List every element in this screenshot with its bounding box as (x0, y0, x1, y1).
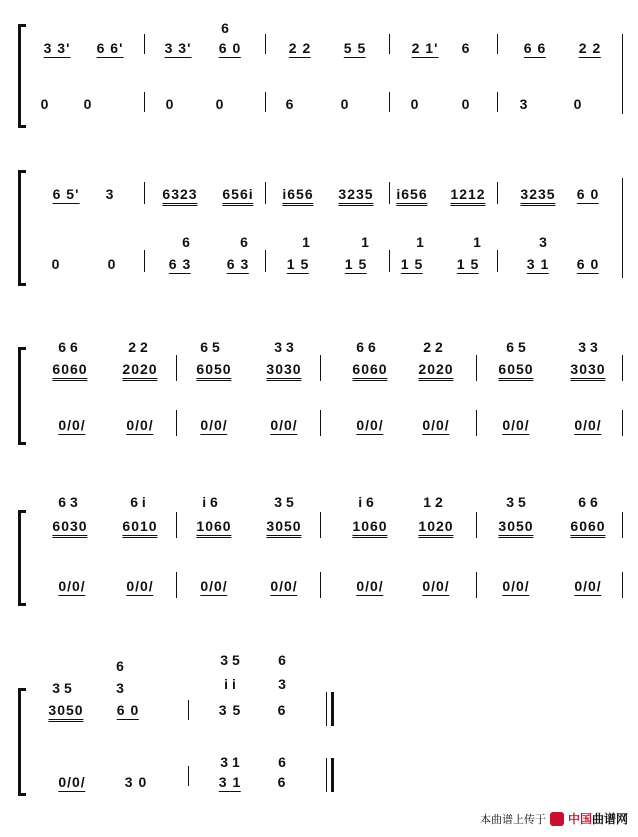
note-lower: 0 (40, 96, 50, 112)
barline (265, 34, 266, 54)
brace (18, 688, 26, 796)
tremolo-rest: 0/0/ (270, 417, 298, 433)
site-brand[interactable] (568, 810, 628, 827)
note-top: 3 5 (220, 652, 240, 668)
note-upper: 6 6ʹ (96, 40, 124, 56)
note-top: 6 (278, 754, 286, 770)
barline (320, 410, 321, 436)
note-top: 6 (278, 652, 286, 668)
note-top: 6 (221, 20, 229, 36)
note-lower: 3 1 (526, 256, 550, 272)
note-lower: 1 5 (286, 256, 310, 272)
barline (476, 410, 477, 436)
barline-final (326, 692, 327, 726)
barline (389, 34, 390, 54)
barline-final (331, 692, 334, 726)
barline (144, 34, 145, 54)
note-upper: 5 5 (343, 40, 367, 56)
note-lower: 3 1 (218, 774, 242, 790)
note-top: 1 (302, 234, 310, 250)
note-top: 6 (240, 234, 248, 250)
barline (176, 572, 177, 598)
tremolo-rest: 0/0/ (422, 417, 450, 433)
tremolo-rest: 0/0/ (126, 578, 154, 594)
note-lower: 6 (285, 96, 295, 112)
note-upper: 1060 (352, 518, 387, 534)
note-top: 6 (116, 658, 124, 674)
note-lower: 0 (165, 96, 175, 112)
note-top: 3 (539, 234, 547, 250)
note-upper: 6060 (352, 361, 387, 377)
note-top: 2 2 (128, 339, 148, 355)
note-lower: 0 (340, 96, 350, 112)
barline (622, 572, 623, 598)
note-lower: 0 (410, 96, 420, 112)
tremolo-rest: 0/0/ (200, 578, 228, 594)
note-upper: 3030 (570, 361, 605, 377)
barline (188, 766, 189, 786)
barline (389, 92, 390, 112)
brand-part-b: 曲谱网 (591, 812, 628, 826)
note-upper: i656 (282, 186, 313, 202)
note-top: 6 6 (58, 339, 78, 355)
note-upper: 6010 (122, 518, 157, 534)
brace (18, 170, 26, 286)
brand-part-a: 中国 (567, 812, 592, 826)
note-lower: 6 3 (226, 256, 250, 272)
note-top: i 6 (358, 494, 374, 510)
footer-credit (480, 810, 628, 827)
note-top: i 6 (202, 494, 218, 510)
system-3 (0, 335, 638, 445)
barline (176, 512, 177, 538)
barline (622, 178, 623, 278)
tremolo-rest: 0/0/ (574, 578, 602, 594)
note-upper: 3050 (498, 518, 533, 534)
barline-final (326, 758, 327, 792)
note-upper: 3 3ʹ (43, 40, 71, 56)
brace (18, 347, 26, 445)
note-upper: 3235 (338, 186, 373, 202)
note-upper: 6050 (196, 361, 231, 377)
note-upper: 3 5 (218, 702, 242, 718)
note-upper: 2020 (418, 361, 453, 377)
note-lower: 6 (277, 774, 287, 790)
note-top: 3 5 (52, 680, 72, 696)
note-upper: 2 2 (578, 40, 602, 56)
note-upper: 6060 (52, 361, 87, 377)
note-lower: 0 (107, 256, 117, 272)
note-lower: 1 5 (400, 256, 424, 272)
note-upper: 6323 (162, 186, 197, 202)
brace (18, 24, 26, 128)
note-top: 2 2 (423, 339, 443, 355)
tremolo-rest: 0/0/ (58, 417, 86, 433)
note-upper: 6050 (498, 361, 533, 377)
note-upper: 6 0 (576, 186, 600, 202)
note-top: 1 (416, 234, 424, 250)
note-top: 6 (182, 234, 190, 250)
barline (144, 92, 145, 112)
note-upper: 2020 (122, 361, 157, 377)
note-top: i i (224, 676, 236, 692)
system-4 (0, 490, 638, 610)
tremolo-rest: 0/0/ (126, 417, 154, 433)
brace (18, 510, 26, 606)
note-upper: 6 0 (116, 702, 140, 718)
barline (389, 250, 390, 272)
note-upper: 6030 (52, 518, 87, 534)
note-top: 6 i (130, 494, 146, 510)
barline (188, 700, 189, 720)
system-5 (0, 650, 638, 810)
note-upper: 2 1ʹ (411, 40, 439, 56)
note-upper: 1060 (196, 518, 231, 534)
tremolo-rest: 0/0/ (200, 417, 228, 433)
note-upper: 3050 (266, 518, 301, 534)
system-2 (0, 168, 638, 288)
tremolo-rest: 0/0/ (356, 578, 384, 594)
site-logo-icon (550, 812, 564, 826)
note-lower: 0 (51, 256, 61, 272)
barline (497, 250, 498, 272)
note-top: 1 (473, 234, 481, 250)
note-lower: 3 0 (124, 774, 148, 790)
barline (389, 182, 390, 204)
note-upper: 6 6 (523, 40, 547, 56)
note-upper: 3050 (48, 702, 83, 718)
note-upper: i656 (396, 186, 427, 202)
barline (144, 182, 145, 204)
barline (497, 182, 498, 204)
note-top: 3 5 (506, 494, 526, 510)
barline (476, 355, 477, 381)
note-lower: 3 (519, 96, 529, 112)
note-lower: 6 0 (576, 256, 600, 272)
note-upper: 6 (277, 702, 287, 718)
barline (144, 250, 145, 272)
barline (265, 92, 266, 112)
barline (622, 512, 623, 538)
barline (497, 34, 498, 54)
tremolo-rest: 0/0/ (58, 578, 86, 594)
tremolo-rest: 0/0/ (422, 578, 450, 594)
note-top: 6 5 (200, 339, 220, 355)
barline (320, 355, 321, 381)
uploaded-label: 本曲谱上传于 (479, 813, 546, 826)
note-lower: 0 (573, 96, 583, 112)
note-upper: 6060 (570, 518, 605, 534)
system-1 (0, 20, 638, 130)
note-upper: 1020 (418, 518, 453, 534)
note-upper: 3235 (520, 186, 555, 202)
note-top: 1 2 (423, 494, 443, 510)
note-top: 6 6 (578, 494, 598, 510)
note-lower: 0 (83, 96, 93, 112)
note-top: 3 5 (274, 494, 294, 510)
note-top: 3 (116, 680, 124, 696)
tremolo-rest: 0/0/ (502, 578, 530, 594)
note-top: 1 (361, 234, 369, 250)
barline (320, 572, 321, 598)
note-upper: 6 5ʹ (52, 186, 80, 202)
barline-final (331, 758, 334, 792)
note-upper: 6 (461, 40, 471, 56)
note-top: 3 3 (578, 339, 598, 355)
note-upper: 656i (222, 186, 253, 202)
note-upper: 3 (105, 186, 115, 202)
note-lower: 0 (215, 96, 225, 112)
note-top: 3 3 (274, 339, 294, 355)
note-top: 3 (278, 676, 286, 692)
tremolo-rest: 0/0/ (58, 774, 86, 790)
note-top: 6 3 (58, 494, 78, 510)
note-upper: 3030 (266, 361, 301, 377)
barline (176, 355, 177, 381)
note-lower: 1 5 (456, 256, 480, 272)
tremolo-rest: 0/0/ (574, 417, 602, 433)
tremolo-rest: 0/0/ (502, 417, 530, 433)
note-top: 3 1 (220, 754, 240, 770)
note-top: 6 6 (356, 339, 376, 355)
barline (476, 512, 477, 538)
barline (176, 410, 177, 436)
note-upper: 6 0 (218, 40, 242, 56)
tremolo-rest: 0/0/ (270, 578, 298, 594)
note-lower: 6 3 (168, 256, 192, 272)
barline (265, 250, 266, 272)
note-upper: 3 3ʹ (164, 40, 192, 56)
barline (622, 355, 623, 381)
note-upper: 1212 (450, 186, 485, 202)
note-lower: 0 (461, 96, 471, 112)
barline (497, 92, 498, 112)
barline (476, 572, 477, 598)
barline (622, 34, 623, 114)
tremolo-rest: 0/0/ (356, 417, 384, 433)
barline (265, 182, 266, 204)
note-top: 6 5 (506, 339, 526, 355)
barline (320, 512, 321, 538)
note-lower: 1 5 (344, 256, 368, 272)
barline (622, 410, 623, 436)
note-upper: 2 2 (288, 40, 312, 56)
